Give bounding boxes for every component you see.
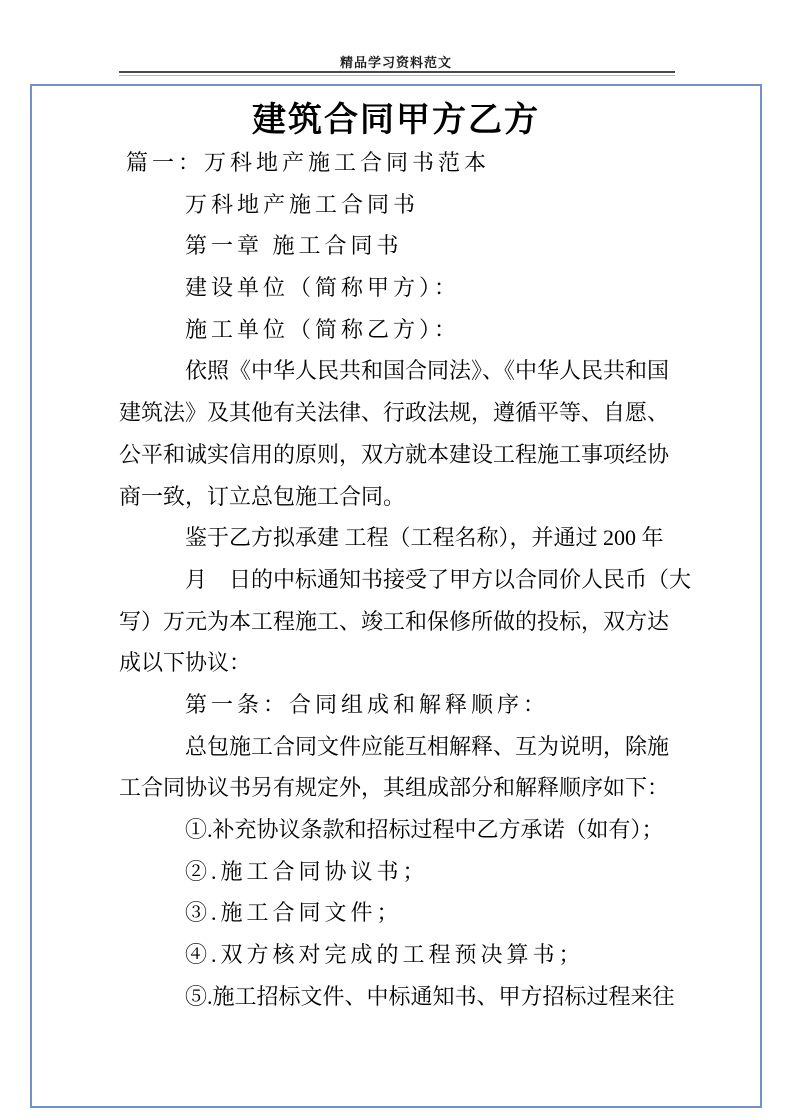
text-line: 工合同协议书另有规定外，其组成部分和解释顺序如下： [119, 775, 670, 801]
text-line: 第一条：合同组成和解释顺序： [185, 691, 550, 717]
text-line: 依照《中华人民共和国合同法》、《中华人民共和国 [185, 358, 670, 384]
text-line: ④.双方核对完成的工程预决算书； [185, 942, 585, 968]
text-line: 建设单位（简称甲方）： [185, 275, 461, 301]
text-line: ①.补充协议条款和招标过程中乙方承诺（如有）； [185, 817, 664, 842]
text-line: ②.施工合同协议书； [185, 858, 429, 884]
text-line: 万科地产施工合同书 [185, 191, 420, 217]
text-line: 成以下协议： [119, 650, 252, 676]
document-title: 建筑合同甲方乙方 [252, 102, 540, 139]
text-line: 建筑法》及其他有关法律、行政法规，遵循平等、自愿、 [119, 400, 670, 426]
document-body [119, 142, 692, 1017]
text-line: 商一致，订立总包施工合同。 [119, 483, 406, 509]
text-line: ⑤.施工招标文件、中标通知书、甲方招标过程来往 [185, 983, 675, 1009]
page-header [0, 52, 792, 71]
text-line: 第一章 施工合同书 [185, 233, 403, 259]
text-line: 月 日的中标通知书接受了甲方以合同价人民币（大 [185, 566, 692, 592]
header-rule [119, 71, 675, 76]
text-line: 总包施工合同文件应能互相解释、互为说明，除施 [185, 733, 670, 759]
text-line: ③.施工合同文件； [185, 900, 403, 926]
header-text: 精品学习资料范文 [339, 55, 452, 70]
text-line: 写）万元为本工程施工、竣工和保修所做的投标，双方达 [119, 608, 670, 634]
text-line: 鉴于乙方拟承建 工程（工程名称），并通过 200 年 [185, 525, 664, 551]
text-line: 施工单位（简称乙方）： [185, 316, 461, 342]
text-line: 篇一：万科地产施工合同书范本 [126, 150, 491, 175]
text-line: 公平和诚实信用的原则，双方就本建设工程施工事项经协 [119, 441, 670, 467]
